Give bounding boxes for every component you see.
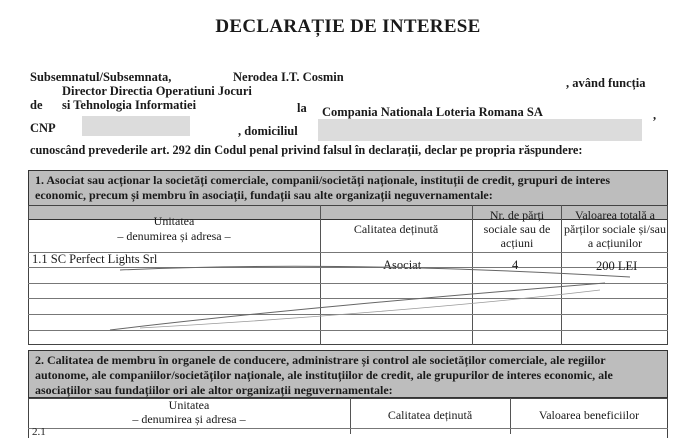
declarant-name: Nerodea I.T. Cosmin [233, 70, 344, 84]
s2-col-valoarea: Valoarea beneficiilor [538, 408, 640, 422]
subsemnatul-label: Subsemnatul/Subsemnata, [30, 70, 172, 84]
s1-row1-nr: 4 [512, 258, 519, 272]
comma-mark: , [653, 108, 657, 122]
s2-col-calitatea: Calitatea deținută [387, 408, 473, 422]
s1-row1-unit: 1.1 SC Perfect Lights Srl [32, 252, 158, 266]
s1-col-unitatea-title: Unitatea [153, 214, 195, 228]
avand-functia-label: , având funcția [566, 76, 646, 90]
document-title: DECLARAȚIE DE INTERESE [215, 16, 481, 37]
domiciliul-label: , domiciliul [238, 124, 298, 138]
cnp-label: CNP [30, 121, 56, 135]
s2-row1-number: 2.1 [32, 426, 46, 438]
s2-col-unitatea-subtitle: – denumirea și adresa – [132, 412, 246, 426]
s1-col-unitatea-subtitle: – denumirea și adresa – [117, 229, 231, 243]
s1-row1-valoarea: 200 LEI [596, 259, 638, 273]
function-line-1: Director Directia Operatiuni Jocuri [62, 84, 252, 98]
function-line-2: si Tehnologia Informatiei [62, 98, 197, 112]
la-label: la [297, 101, 307, 115]
de-label: de [30, 98, 43, 112]
section1-heading: 1. Asociat sau acționar la societăți comerciale, companii/societăți naționale, instituții de credit, grupuri de interes economic, precum și membru în asociații, fundații sau alte organizații neguvernamentale: [28, 170, 668, 220]
s2-col-unitatea-title: Unitatea [168, 398, 210, 412]
s1-col-valoarea: Valoarea totală a părților sociale și/sau a acțiunilor [564, 208, 666, 250]
cunoscand-statement: cunoscând prevederile art. 292 din Codul penal privind falsul în declarații, declar pe propria răspundere: [30, 143, 583, 157]
section2-heading: 2. Calitatea de membru în organele de conducere, administrare și control ale societăților comerciale, ale regiilor autonome, ale companiilor/societăților naționale, ale instituțiilor de credit, ale grupurilor de interes economic, ale asociațiilor sau fundațiilor ori ale altor organizații neguvernamentale: [28, 350, 668, 398]
company-name: Compania Nationala Loteria Romana SA [322, 105, 543, 119]
s1-col-nr-parti: Nr. de părți sociale sau de acțiuni [483, 208, 551, 250]
s1-row1-calitatea: Asociat [383, 258, 422, 272]
s1-col-calitatea: Calitatea deținută [353, 222, 439, 236]
row-divider [28, 428, 668, 429]
